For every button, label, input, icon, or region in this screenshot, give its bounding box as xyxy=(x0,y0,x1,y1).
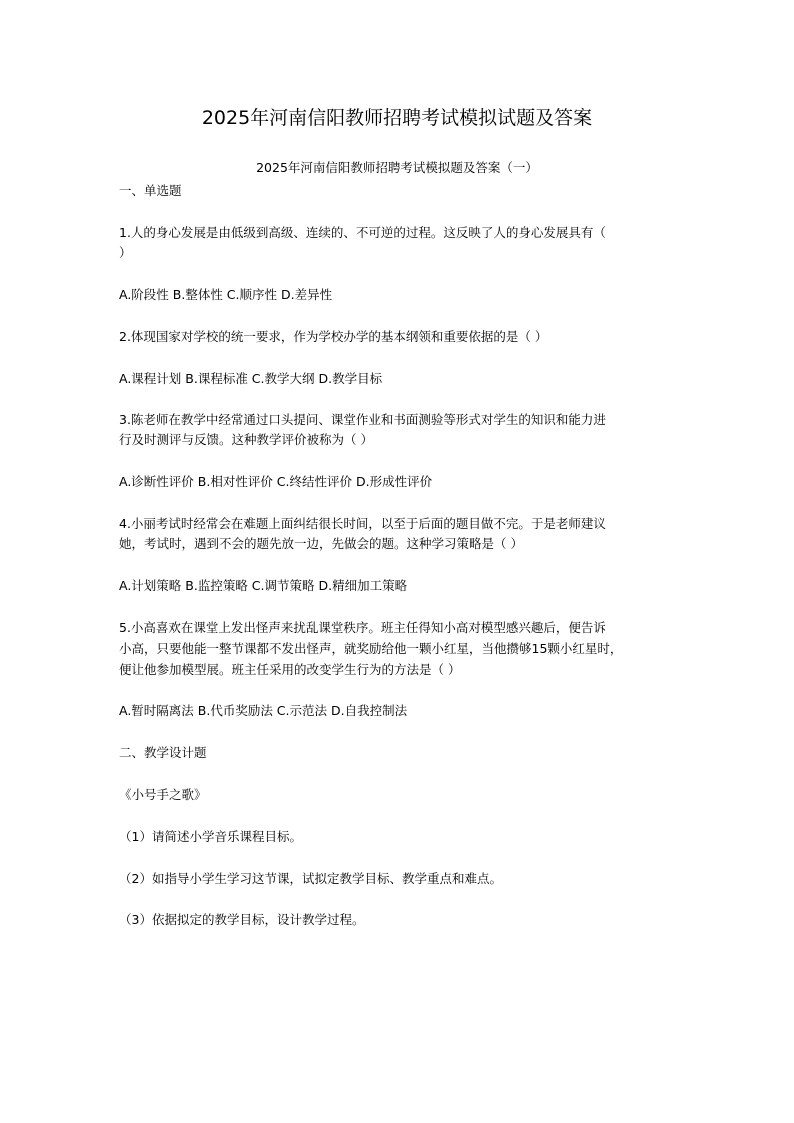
question-2-stem-line-1: 2.体现国家对学校的统一要求，作为学校办学的基本纲领和重要依据的是（ ） xyxy=(119,329,548,344)
question-4-options: A.计划策略 B.监控策略 C.调节策略 D.精细加工策略 xyxy=(119,578,408,593)
question-5-stem-line-3: 便让他参加模型展。班主任采用的改变学生行为的方法是（ ） xyxy=(119,662,461,677)
question-1-options: A.阶段性 B.整体性 C.顺序性 D.差异性 xyxy=(119,287,333,302)
question-4-stem-line-1: 4.小丽考试时经常会在难题上面纠结很长时间，以至于后面的题目做不完。于是老师建议 xyxy=(119,516,606,531)
section-heading-teaching-design: 二、教学设计题 xyxy=(119,745,207,760)
question-1-stem-line-1: 1.人的身心发展是由低级到高级、连续的、不可逆的过程。这反映了人的身心发展具有（ xyxy=(119,225,606,240)
question-3-options: A.诊断性评价 B.相对性评价 C.终结性评价 D.形成性评价 xyxy=(119,474,433,489)
question-5-options: A.暂时隔离法 B.代币奖励法 C.示范法 D.自我控制法 xyxy=(119,703,408,718)
question-3-stem-line-1: 3.陈老师在教学中经常通过口头提问、课堂作业和书面测验等形式对学生的知识和能力进 xyxy=(119,412,606,427)
task-3: （3）依据拟定的教学目标，设计教学过程。 xyxy=(119,912,365,927)
song-title: 《小号手之歌》 xyxy=(119,787,207,802)
task-1: （1）请简述小学音乐课程目标。 xyxy=(119,829,302,844)
question-5-stem-line-2: 小高，只要他能一整节课都不发出怪声，就奖励给他一颗小红星，当他攒够15颗小红星时， xyxy=(119,641,623,656)
question-1-stem-line-2: ） xyxy=(119,245,132,260)
question-5-stem-line-1: 5.小高喜欢在课堂上发出怪声来扰乱课堂秩序。班主任得知小高对模型感兴趣后，便告诉 xyxy=(119,620,606,635)
section-heading-single-choice: 一、单选题 xyxy=(119,183,182,198)
question-4-stem-line-2: 她，考试时，遇到不会的题先放一边，先做会的题。这种学习策略是（ ） xyxy=(119,536,523,551)
task-2: （2）如指导小学生学习这节课，试拟定教学目标、教学重点和难点。 xyxy=(119,871,502,886)
document-subtitle: 2025年河南信阳教师招聘考试模拟题及答案（一） xyxy=(256,160,538,175)
document-title: 2025年河南信阳教师招聘考试模拟试题及答案 xyxy=(201,107,593,129)
question-3-stem-line-2: 行及时测评与反馈。这种教学评价被称为（ ） xyxy=(119,432,373,447)
question-2-options: A.课程计划 B.课程标准 C.教学大纲 D.教学目标 xyxy=(119,371,383,386)
